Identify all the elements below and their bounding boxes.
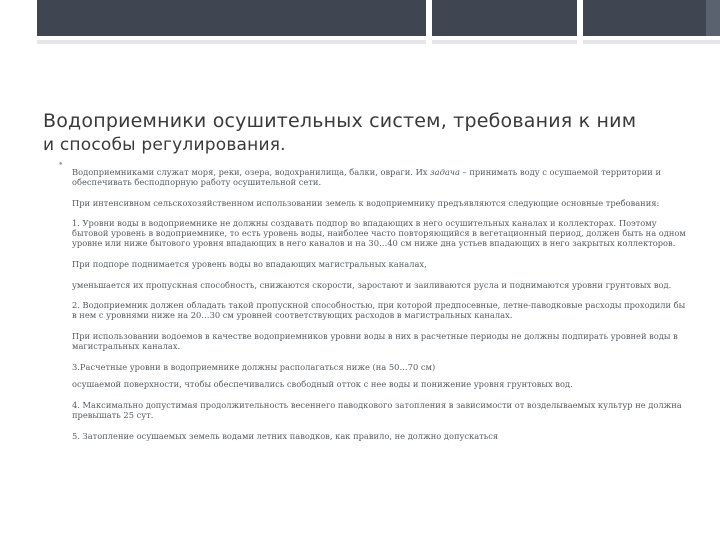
paragraph: 2. Водоприемник должен обладать такой пропускной способностью, при которой предпосевные, летне-паводковые расходы проходили бы в нем с уровнями ниже на 20…30 см уровней соответствующих расходов в магистральных каналах. [72,300,686,321]
paragraph [72,168,687,188]
header-decoration [0,0,720,36]
paragraph: уменьшается их пропускная способность, снижаются скорости, заростают и заиливаются русла и поднимаются уровни грунтовых вод. [72,279,672,290]
paragraph: При подпоре поднимается уровень воды во впадающих магистральных каналах, [72,258,427,269]
slide-title-line-1: Водоприемники осушительных систем, требования к ним [43,110,637,132]
bullet-marker: • [58,160,64,170]
paragraph-text: Водоприемниками служат моря, реки, озера, водохранилища, балки, овраги. Их [72,167,431,177]
paragraph: 4. Максимально допустимая продолжительность весеннего паводкового затопления в зависимости от возделываемых культур не должна превышать 25 сут. [72,400,682,420]
header-underline [432,40,577,44]
slide-title-line-2: и способы регулирования. [43,135,286,155]
header-underline [583,40,720,44]
paragraph-text: – принимать воду с осушаемой территории и обеспечивать бесподпорную работу осушительной сети. [72,167,661,187]
paragraph: При интенсивном сельскохозяйственном использовании земель к водоприемнику предъявляются следующие основные требования: [72,197,660,208]
paragraph: При использовании водоемов в качестве водоприемников уровни воды в них в расчетные периоды не должны подпирать уровней воды в магистральных каналах. [72,330,678,351]
paragraph: 3.Расчетные уровни в водоприемнике должны располагаться ниже (на 50…70 см) [72,361,436,372]
paragraph: осушаемой поверхности, чтобы обеспечивались свободный отток с нее воды и понижение уровня грунтовых вод. [72,379,573,390]
slide-title [43,108,703,156]
emphasis-text: задача [430,167,460,177]
paragraph: 1. Уровни воды в водоприемнике не должны создавать подпор во впадающих в него осушительных каналах и коллекторах. Поэтому бытовой уровень в водоприемнике, то есть уровень воды, наиболее часто повторяющийся в вегетационный период, должен быть на одном уровне или ниже бытового уровня впадающих в него каналов и на 30…40 см ниже дна устьев впадающих в него закрытых коллекторов. [72,218,686,248]
header-band [432,0,577,36]
header-band [37,0,426,36]
header-band [706,0,720,36]
header-underline [37,40,426,44]
header-band [583,0,720,36]
paragraph: 5. Затопление осушаемых земель водами летних паводков, как правило, не должно допускаться [72,430,499,441]
slide-body [72,168,687,453]
